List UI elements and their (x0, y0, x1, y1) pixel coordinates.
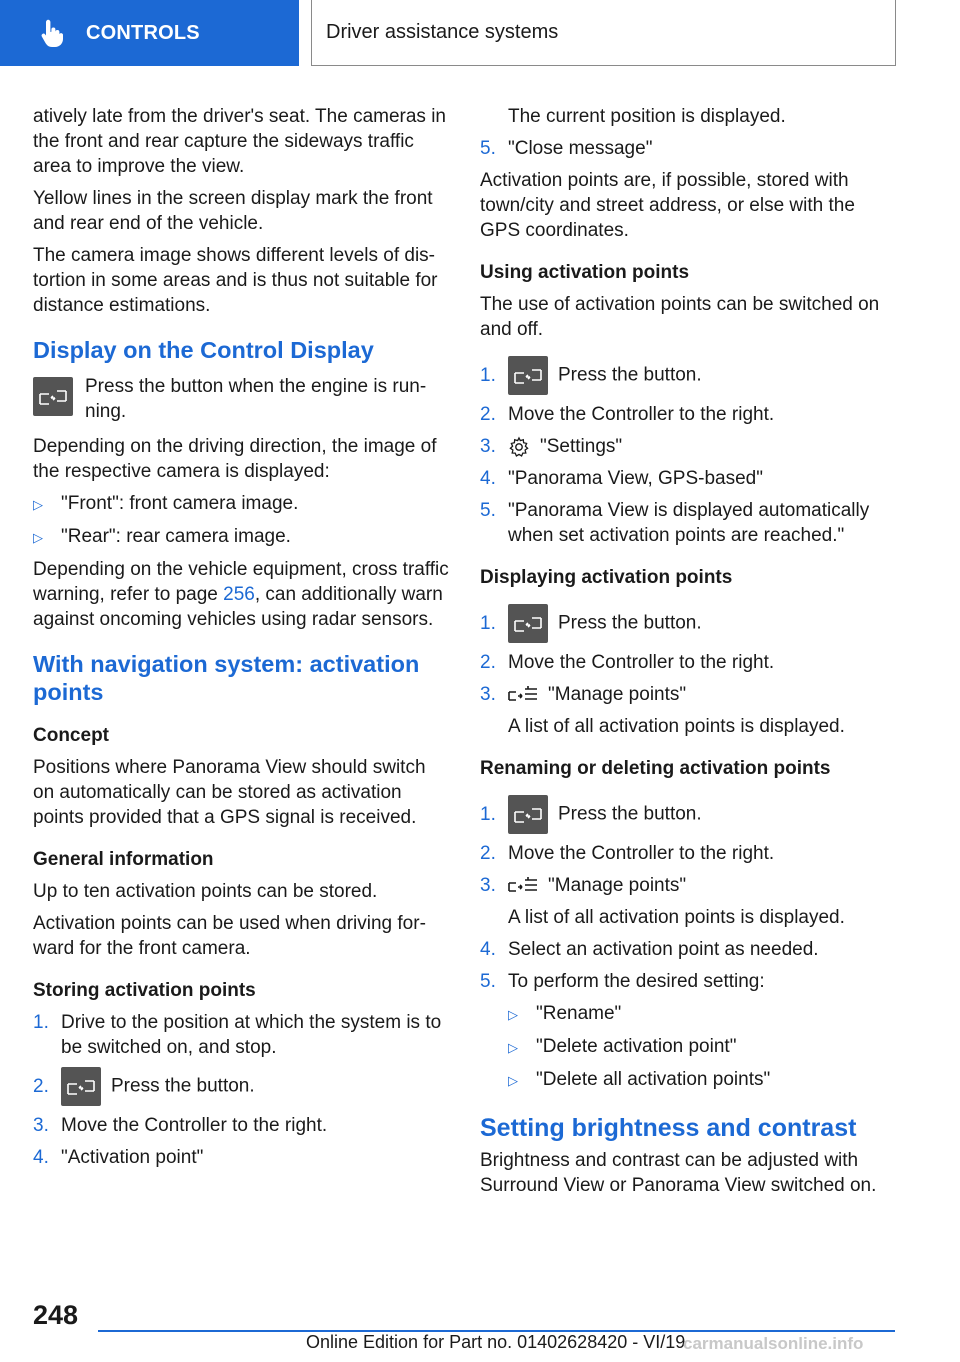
heading-navigation-activation-points: With navigation system: activation points (33, 651, 420, 705)
list-item: 1. Press the button. (480, 795, 890, 834)
list-item: 4. "Panorama View, GPS-based" (480, 468, 763, 489)
list-item: 5. To perform the desired setting: ▷ "Rename" ▷ "Delete activation point" ▷ "Delete all activation points" (480, 969, 890, 1100)
storing-steps-list (33, 1010, 451, 1170)
list-item: 1. Press the button. (480, 604, 890, 643)
list-item: 4. Select an activation point as needed. (480, 939, 819, 960)
cross-traffic-paragraph: Depending on the vehicle equipment, cross traffic warning, refer to page 256, can additionally warn against oncoming vehicles using radar sensors. (33, 559, 449, 630)
triangle-bullet-icon: ▷ (33, 530, 43, 545)
triangle-bullet-icon: ▷ (508, 1073, 518, 1088)
list-item: 2. Press the button. (33, 1067, 451, 1106)
heading-general-information: General information (33, 849, 214, 870)
list-item: ▷ "Delete all activation points" (508, 1067, 890, 1093)
list-item: 1. Press the button. (480, 356, 890, 395)
list-item: 3. Move the Controller to the right. (33, 1115, 328, 1136)
intro-paragraph-3: The camera image shows different levels of distortion in some areas and is thus not suitable for distance estimations. (33, 245, 438, 316)
list-item: 3. "Settings" (480, 436, 623, 457)
page-number: 248 (33, 1300, 79, 1330)
storing-steps-continued (480, 136, 890, 161)
left-column (33, 104, 451, 1177)
list-item: 3. "Manage points" A list of all activation points is displayed. (480, 684, 845, 737)
general-paragraph-1: Up to ten activation points can be stored. (33, 881, 378, 902)
displaying-steps-list (480, 604, 890, 739)
intro-paragraph-2: Yellow lines in the screen display mark the front and rear end of the vehicle. (33, 188, 433, 234)
heading-concept: Concept (33, 725, 109, 746)
camera-button-icon (508, 795, 548, 834)
camera-button-icon (61, 1067, 101, 1106)
section-tab-controls (0, 0, 299, 66)
triangle-bullet-icon: ▷ (508, 1040, 518, 1055)
list-item: 5. "Panorama View is displayed automatically when set activation points are reached." (480, 500, 870, 546)
heading-brightness-contrast: Setting brightness and contrast (480, 1114, 857, 1142)
camera-image-list (33, 491, 451, 550)
intro-paragraph-1: atively late from the driver's seat. The cameras in the front and rear capture the sideways traffic area to improve the view. (33, 106, 446, 177)
brightness-paragraph: Brightness and contrast can be adjusted with Surround View or Panorama View switched on. (480, 1150, 877, 1196)
heading-displaying-activation-points: Displaying activation points (480, 567, 733, 588)
general-paragraph-2: Activation points can be used when driving forward for the front camera. (33, 913, 426, 959)
gear-icon (508, 436, 530, 458)
setting-options-list (508, 1001, 890, 1093)
heading-using-activation-points: Using activation points (480, 262, 690, 283)
camera-button-icon (508, 356, 548, 395)
concept-paragraph: Positions where Panorama View should switch on automatically can be stored as activation points provided that a GPS signal is received. (33, 757, 426, 828)
hand-pointer-icon (38, 17, 66, 49)
display-paragraph: Depending on the driving direction, the image of the respective camera is displayed: (33, 436, 437, 482)
triangle-bullet-icon: ▷ (33, 497, 43, 512)
heading-storing-activation-points: Storing activation points (33, 980, 256, 1001)
list-item: 2. Move the Controller to the right. (480, 652, 775, 673)
manage-points-icon (508, 685, 538, 705)
list-item: 2. Move the Controller to the right. (480, 843, 775, 864)
list-item: 1. Drive to the position at which the system is to be switched on, and stop. (33, 1012, 442, 1058)
list-item: 2. Move the Controller to the right. (480, 404, 775, 425)
display-button-instruction (33, 374, 451, 424)
page-reference-link[interactable]: 256 (223, 584, 255, 605)
list-item: ▷ "Rename" (508, 1001, 890, 1027)
using-steps-list (480, 356, 890, 548)
list-item: 5. "Close message" (480, 138, 653, 159)
chapter-header (311, 0, 896, 66)
camera-button-icon (508, 604, 548, 643)
list-item: 3. "Manage points" A list of all activation points is displayed. (480, 875, 845, 928)
chapter-title: Driver assistance systems (326, 21, 559, 43)
footer-edition: Online Edition for Part no. 01402628420 - VI/19 (306, 1332, 686, 1352)
right-column (480, 104, 890, 1205)
list-item: ▷ "Rear": rear camera image. (33, 524, 451, 550)
heading-renaming-deleting: Renaming or deleting activation points (480, 758, 831, 779)
section-tab-label: CONTROLS (86, 21, 200, 44)
list-item: ▷ "Front": front camera image. (33, 491, 451, 517)
using-paragraph: The use of activation points can be switched on and off. (480, 294, 880, 340)
renaming-steps-list (480, 795, 890, 1100)
triangle-bullet-icon: ▷ (508, 1007, 518, 1022)
current-position-text: The current position is displayed. (508, 106, 786, 127)
manage-points-icon (508, 876, 538, 896)
watermark: carmanualsonline.info (683, 1334, 864, 1353)
list-item: ▷ "Delete activation point" (508, 1034, 890, 1060)
stored-paragraph: Activation points are, if possible, stored with town/city and street address, or else with the GPS coordinates. (480, 170, 855, 241)
heading-display-on-control-display: Display on the Control Display (33, 337, 374, 363)
list-item: 4. "Activation point" (33, 1147, 204, 1168)
display-button-text: Press the button when the engine is running. (85, 376, 427, 422)
camera-button-icon (33, 377, 73, 416)
